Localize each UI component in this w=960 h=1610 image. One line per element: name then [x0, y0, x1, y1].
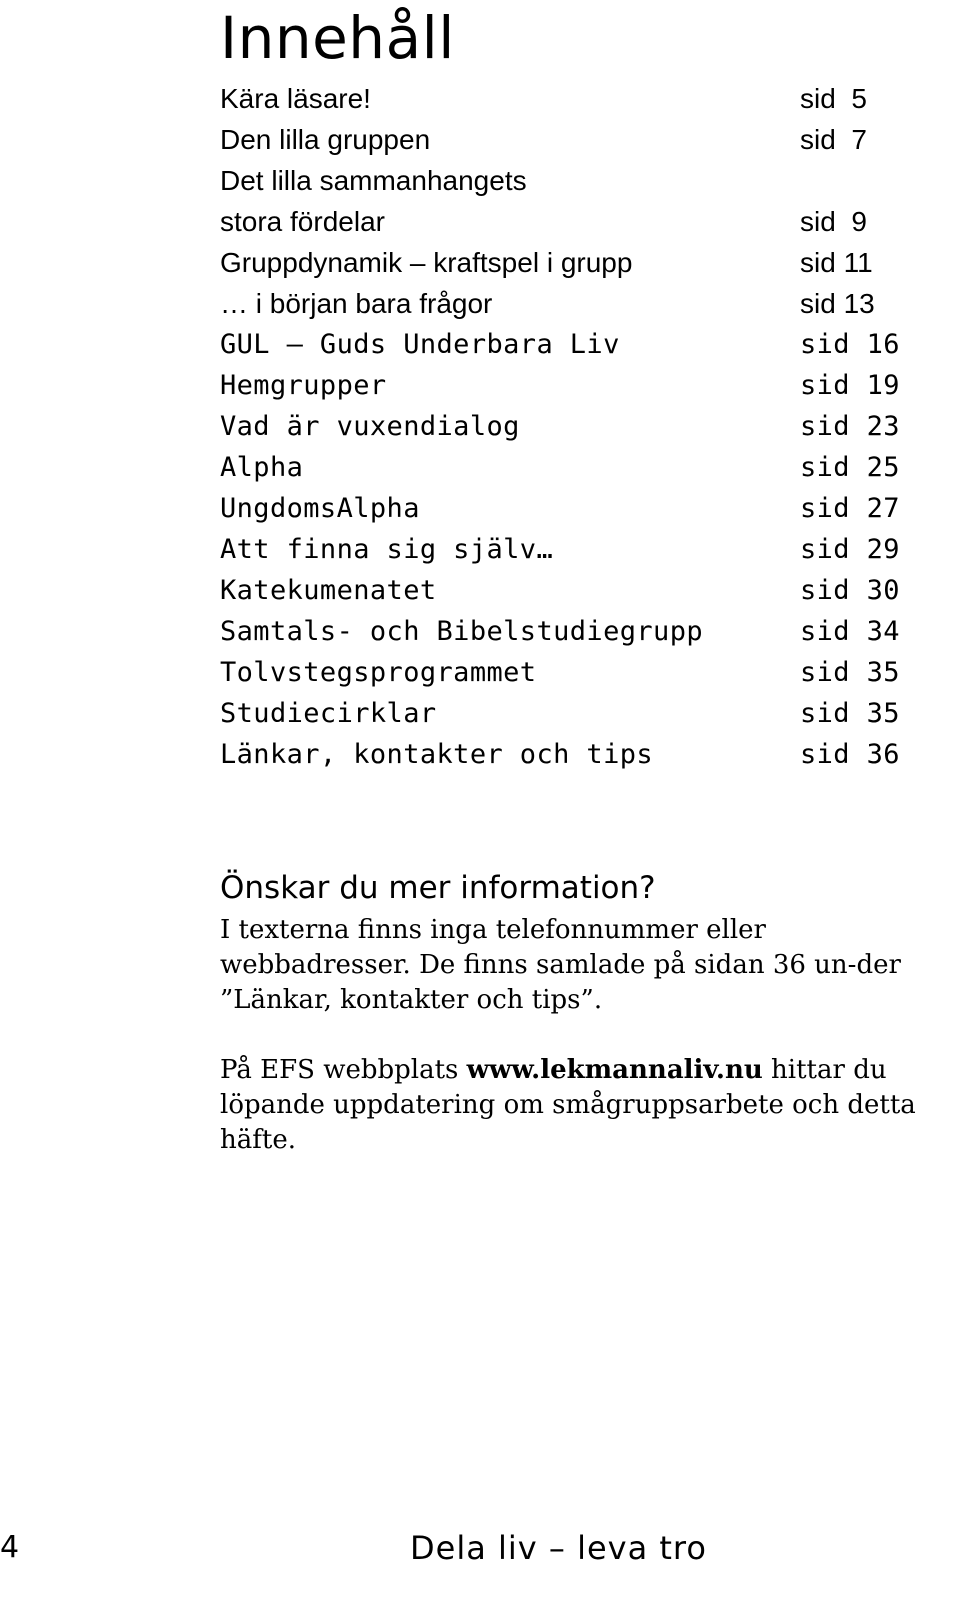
toc-page-ref: sid 11: [800, 247, 873, 278]
toc-page-ref: sid 27: [800, 493, 900, 524]
toc-row[interactable]: [220, 365, 900, 406]
toc-page-ref: sid 13: [800, 288, 875, 319]
toc-page-ref: sid 7: [800, 124, 867, 155]
toc-row[interactable]: [220, 734, 900, 775]
toc-row[interactable]: [220, 652, 900, 693]
toc-row[interactable]: [220, 611, 900, 652]
toc-page-ref: sid 19: [800, 370, 900, 401]
toc-row[interactable]: [220, 406, 900, 447]
info-heading: Önskar du mer information?: [220, 870, 656, 906]
toc-entry-title: Gruppdynamik – kraftspel i grupp: [220, 247, 633, 278]
toc-page-ref: sid 34: [800, 616, 900, 647]
toc-page-ref: sid 5: [800, 83, 867, 114]
toc-page-ref: sid 9: [800, 206, 867, 237]
toc-entry-title: … i början bara frågor: [220, 288, 493, 319]
toc-entry-title: UngdomsAlpha: [220, 493, 420, 524]
toc-entry-title: Studiecirklar: [220, 698, 437, 729]
toc-entry-title: Alpha: [220, 452, 304, 483]
toc-entry-title: Katekumenatet: [220, 575, 437, 606]
toc-entry-title: Hemgrupper: [220, 370, 387, 401]
table-of-contents: [220, 78, 900, 775]
toc-entry-title: GUL – Guds Underbara Liv: [220, 329, 620, 360]
toc-entry-title: Den lilla gruppen: [220, 124, 431, 155]
toc-entry-title: Tolvstegsprogrammet: [220, 657, 537, 688]
info-paragraph-2-intro: På EFS webbplats: [220, 1055, 467, 1085]
footer-page-number: 4: [0, 1530, 20, 1565]
toc-row[interactable]: [220, 693, 900, 734]
toc-entry-title: Vad är vuxendialog: [220, 411, 520, 442]
toc-page-ref: sid 23: [800, 411, 900, 442]
info-paragraph-1: I texterna finns inga telefonnummer eller webbadresser. De finns samlade på sidan 36 un-der ”Länkar, kontakter och tips”.: [220, 915, 901, 1015]
toc-row[interactable]: [220, 78, 900, 119]
toc-row[interactable]: [220, 529, 900, 570]
toc-row[interactable]: [220, 488, 900, 529]
toc-row[interactable]: [220, 570, 900, 611]
toc-entry-title: Länkar, kontakter och tips: [220, 739, 654, 770]
toc-row[interactable]: [220, 119, 900, 160]
info-paragraph-2-rest: hittar du löpande uppdatering om smågruppsarbete och detta häfte.: [220, 1055, 916, 1155]
toc-row[interactable]: [220, 201, 900, 242]
toc-row[interactable]: [220, 447, 900, 488]
toc-page-ref: sid 35: [800, 657, 900, 688]
footer-title: Dela liv – leva tro: [410, 1529, 707, 1567]
toc-page-ref: sid 29: [800, 534, 900, 565]
toc-page-ref: sid 30: [800, 575, 900, 606]
info-paragraph-2: [220, 1053, 940, 1158]
toc-page-ref: sid 35: [800, 698, 900, 729]
toc-page-ref: sid 16: [800, 329, 900, 360]
website-link[interactable]: www.lekmannaliv.nu: [466, 1055, 763, 1085]
toc-entry-title: Det lilla sammanhangets: [220, 165, 527, 196]
toc-page-ref: sid 25: [800, 452, 900, 483]
toc-row[interactable]: [220, 160, 900, 201]
toc-row[interactable]: [220, 242, 900, 283]
toc-row[interactable]: [220, 283, 900, 324]
toc-entry-title: Att finna sig själv…: [220, 534, 554, 565]
toc-entry-title: stora fördelar: [220, 206, 385, 237]
toc-page-ref: sid 36: [800, 739, 900, 770]
toc-entry-title: Kära läsare!: [220, 83, 371, 114]
page-title: Innehåll: [220, 4, 455, 72]
toc-row[interactable]: [220, 324, 900, 365]
toc-entry-title: Samtals- och Bibelstudiegrupp: [220, 616, 704, 647]
